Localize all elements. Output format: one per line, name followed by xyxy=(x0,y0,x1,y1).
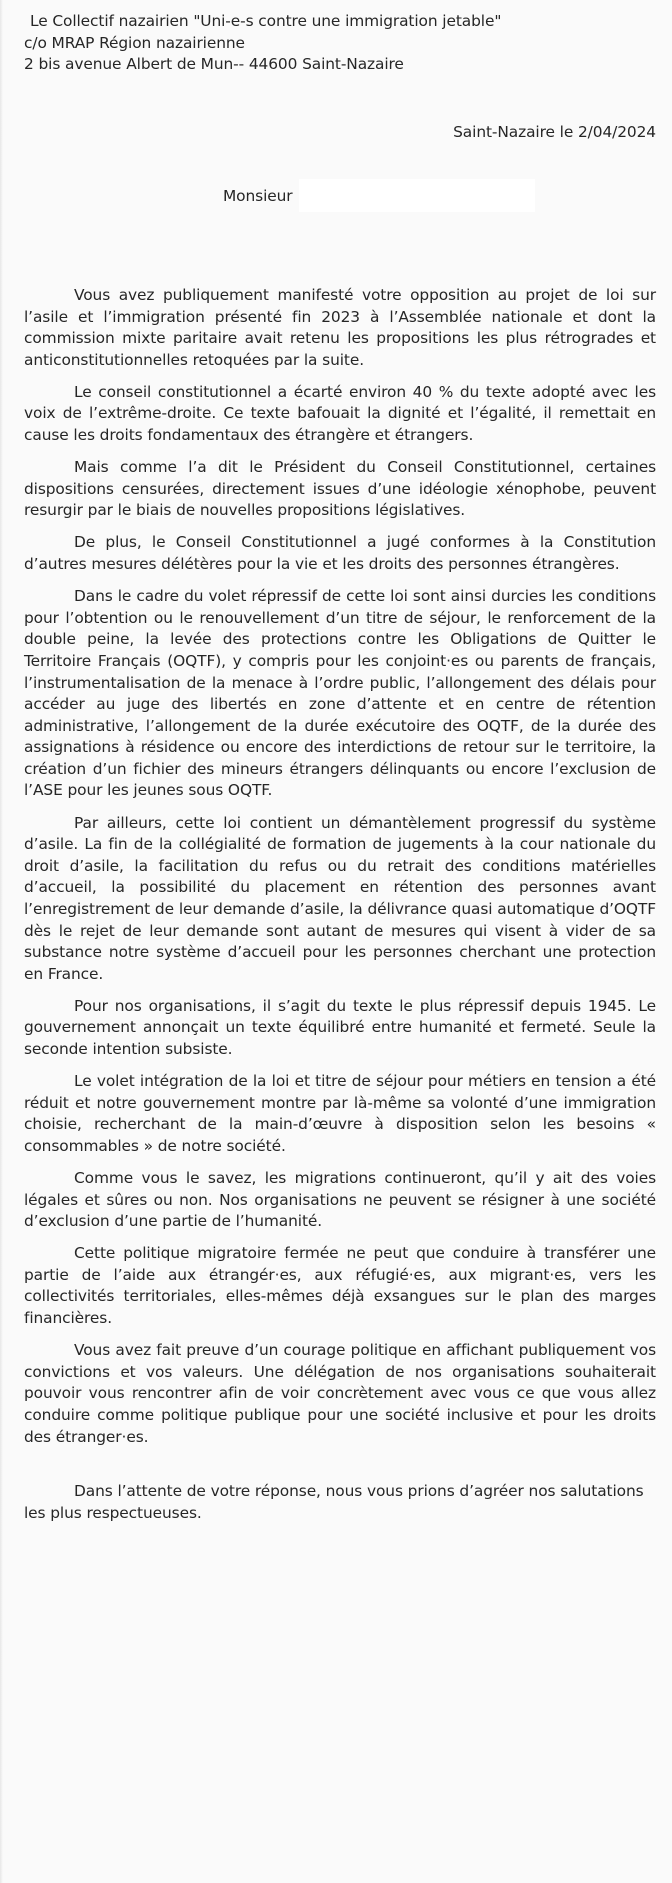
sender-block xyxy=(24,11,501,76)
body-paragraph: Vous avez publiquement manifesté votre opposition au projet de loi sur l’asile et l’immigration présenté fin 2023 à l’Assemblée nationale et dont la commission mixte paritaire avait retenu les propositions les plus rétrogrades et anticonstitutionnelles retoquées par la suite. xyxy=(24,286,656,369)
salutation: Monsieur xyxy=(223,187,293,205)
body-paragraph: Le conseil constitutionnel a écarté environ 40 % du texte adopté avec les voix de l’extrême-droite. Ce texte bafouait la dignité et l’égalité, il remettait en cause les droits fondamentaux des étrangère et étrangers. xyxy=(24,382,656,445)
dateline: Saint-Nazaire le 2/04/2024 xyxy=(453,123,656,141)
body-paragraph: Le volet intégration de la loi et titre de séjour pour métiers en tension a été réduit et notre gouvernement montre par là-même sa volonté d’une immigration choisie, recherchant de la main-d’œuvre à disposition selon les besoins « consommables » de notre société. xyxy=(24,1072,656,1155)
body-paragraph: Dans le cadre du volet répressif de cette loi sont ainsi durcies les conditions pour l’obtention ou le renouvellement d’un titre de séjour, le renforcement de la double peine, la levée des protections contre les Obligations de Quitter le Territoire Français (OQTF), y compris pour les conjoint·es ou parents de français, l’instrumentalisation de la menace à l’ordre public, l’allongement des délais pour accéder au juge des libertés en zone d’attente et en centre de rétention administrative, l’allongement de la durée exécutoire des OQTF, de la durée des assignations à résidence ou encore des interdictions de retour sur le territoire, la création d’un fichier des mineurs étrangers délinquants ou encore l’exclusion de l’ASE pour les jeunes sous OQTF. xyxy=(24,587,656,800)
sender-address: 2 bis avenue Albert de Mun-- 44600 Saint-Nazaire xyxy=(24,55,404,73)
closing-paragraph: Dans l’attente de votre réponse, nous vous prions d’agréer nos salutations les plus respectueuses. xyxy=(24,1482,644,1522)
body-paragraph: Cette politique migratoire fermée ne peut que conduire à transférer une partie de l’aide aux étrangér·es, aux réfugié·es, aux migrant·es, vers les collectivités territoriales, elles-mêmes déjà exsangues sur le plan des marges financières. xyxy=(24,1244,656,1328)
scan-edge xyxy=(0,0,3,1883)
body-paragraph: Mais comme l’a dit le Président du Conseil Constitutionnel, certaines dispositions censurées, directement issues d’une idéologie xénophobe, peuvent resurgir par le biais de nouvelles propositions législatives. xyxy=(24,458,656,520)
body-paragraph: Vous avez fait preuve d’un courage politique en affichant publiquement vos convictions et vos valeurs. Une délégation de nos organisations souhaiterait pouvoir vous rencontrer afin de voir concrètement avec vous ce que vous allez conduire comme politique publique pour une société inclusive et pour les droits des étranger·es. xyxy=(24,1341,656,1446)
body-paragraph: Pour nos organisations, il s’agit du texte le plus répressif depuis 1945. Le gouvernement annonçait un texte équilibré entre humanité et fermeté. Seule la seconde intention subsiste. xyxy=(24,996,656,1058)
body-paragraph: Par ailleurs, cette loi contient un démantèlement progressif du système d’asile. La fin de la collégialité de formation de jugements à la cour nationale du droit d’asile, la facilitation du refus ou du retrait des conditions matérielles d’accueil, la possibilité du placement en rétention des personnes avant l’enregistrement de leur demande d’asile, la délivrance quasi automatique d’OQTF dès le rejet de leur demande sont autant de mesures qui visent à vider de sa substance notre système d’accueil pour les personnes cherchant une protection en France. xyxy=(24,813,656,983)
body-paragraph: Comme vous le savez, les migrations continueront, qu’il y ait des voies légales et sûres ou non. Nos organisations ne peuvent se résigner à une société d’exclusion d’une partie de l’humanité. xyxy=(24,1168,656,1231)
sender-organization: Le Collectif nazairien "Uni-e-s contre une immigration jetable" xyxy=(30,12,502,30)
redacted-recipient-name xyxy=(299,179,535,212)
letter-body xyxy=(24,285,656,1535)
sender-care-of: c/o MRAP Région nazairienne xyxy=(24,33,245,52)
body-paragraph: De plus, le Conseil Constitutionnel a jugé conformes à la Constitution d’autres mesures délétères pour la vie et les droits des personnes étrangères. xyxy=(24,533,656,574)
